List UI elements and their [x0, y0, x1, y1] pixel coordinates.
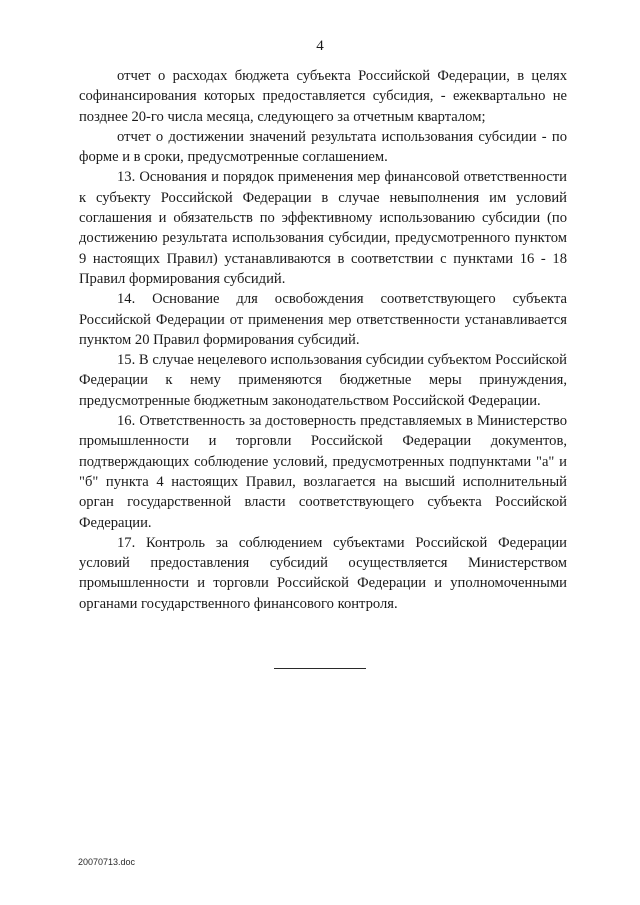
page-number: 4 — [316, 38, 324, 54]
document-body — [79, 66, 567, 614]
end-of-text-divider — [274, 668, 366, 669]
paragraph-expense-report: отчет о расходах бюджета субъекта Российской Федерации, в целях софинансирования которых предоставляется субсидия, - ежеквартально не позднее 20-го числа месяца, следующего за отчетным кварталом; — [79, 68, 567, 125]
paragraph-13-financial-responsibility: 13. Основания и порядок применения мер финансовой ответственности к субъекту Российской Федерации в случае невыполнения им условий соглашения и обязательств по эффективному использованию субсидии (по достижению результата использования субсидии, предусмотренного пунктом 9 настоящих Правил) устанавливаются в соответствии с пунктами 16 - 18 Правил формирования субсидий. — [79, 169, 567, 287]
paragraph-results-report: отчет о достижении значений результата использования субсидии - по форме и в сроки, предусмотренные соглашением. — [79, 128, 567, 166]
paragraph-15-misuse: 15. В случае нецелевого использования субсидии субъектом Российской Федерации к нему применяются бюджетные меры принуждения, предусмотренные бюджетным законодательством Российской Федерации. — [79, 352, 567, 409]
paragraph-17-control: 17. Контроль за соблюдением субъектами Российской Федерации условий предоставления субсидий осуществляется Министерством промышленности и торговли Российской Федерации и уполномоченными органами государственного финансового контроля. — [79, 534, 567, 612]
paragraph-14-exemption: 14. Основание для освобождения соответствующего субъекта Российской Федерации от применения мер ответственности устанавливается пунктом 20 Правил формирования субсидий. — [79, 291, 567, 348]
file-stamp: 20070713.doc — [78, 857, 136, 867]
paragraph-16-document-reliability: 16. Ответственность за достоверность представляемых в Министерство промышленности и торговли Российской Федерации документов, подтверждающих соблюдение условий, предусмотренных подпунктами "а" и "б" пункта 4 настоящих Правил, возлагается на высший исполнительный орган государственной власти соответствующего субъекта Российской Федерации. — [79, 413, 567, 531]
